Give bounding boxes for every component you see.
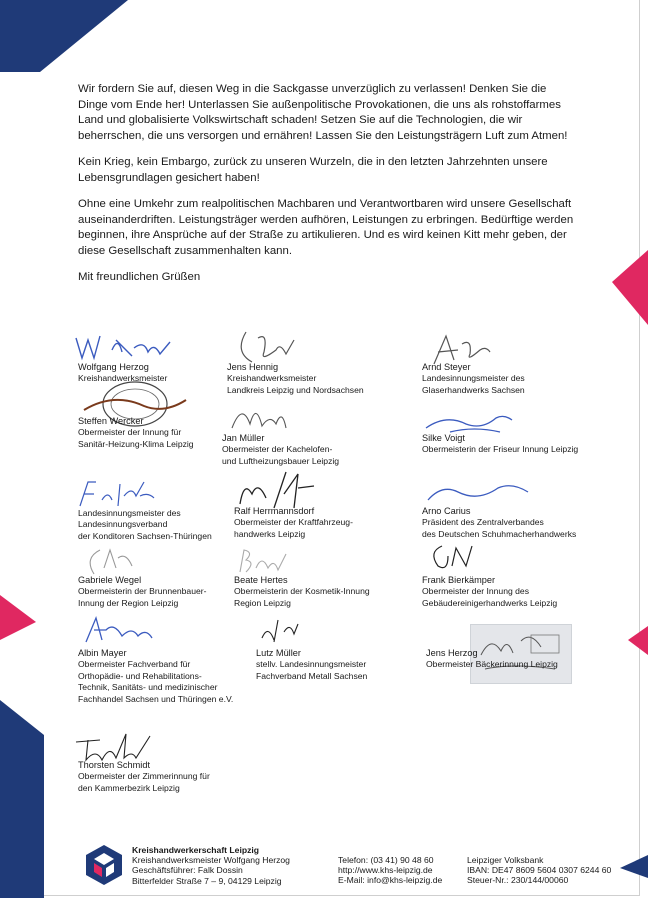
signatory-herzog bbox=[78, 362, 167, 385]
signatory-title: Region Leipzig bbox=[234, 597, 291, 608]
contact-phone: Telefon: (03 41) 90 48 60 bbox=[338, 855, 434, 865]
signatory-name: Jan Müller bbox=[222, 433, 265, 443]
signatory-name: Arno Carius bbox=[422, 506, 471, 516]
signatory-title: Sanitär-Heizung-Klima Leipzig bbox=[78, 438, 194, 449]
signatory-title: handwerks Leipzig bbox=[234, 528, 306, 539]
signatory-name: Wolfgang Herzog bbox=[78, 362, 149, 372]
signatory-bierkaemper bbox=[422, 575, 557, 609]
signature-scribble-herzog bbox=[72, 330, 182, 366]
signatory-hennig bbox=[227, 362, 364, 396]
org-line: Kreishandwerksmeister Wolfgang Herzog bbox=[132, 855, 290, 866]
signatory-title: den Kammerbezirk Leipzig bbox=[78, 782, 180, 793]
signatory-title: Obermeister der Zimmerinnung für bbox=[78, 771, 210, 782]
signatory-name: Thorsten Schmidt bbox=[78, 760, 150, 770]
contact-website-link[interactable]: http://www.khs-leipzig.de bbox=[338, 865, 433, 876]
footer-org bbox=[132, 845, 290, 886]
signatory-name: Silke Voigt bbox=[422, 433, 465, 443]
signature-scribble-wegel bbox=[82, 544, 142, 578]
signatory-title: Obermeister der Kachelofen- bbox=[222, 444, 333, 455]
pink-triangle-right-upper bbox=[612, 250, 648, 325]
signatory-title: Obermeister Bäckerinnung Leipzig bbox=[426, 659, 558, 670]
signature-scribble-schmidt bbox=[70, 730, 160, 764]
signatory-konditoren bbox=[78, 508, 212, 542]
signatory-title: Landesinnungsmeister des bbox=[78, 508, 181, 518]
signatory-name: Albin Mayer bbox=[78, 648, 127, 658]
signatory-hertes bbox=[234, 575, 370, 609]
org-line: Bitterfelder Straße 7 – 9, 04129 Leipzig bbox=[132, 875, 282, 886]
signatory-title: Kreishandwerksmeister bbox=[227, 373, 317, 384]
signatory-title: Obermeister der Kraftfahrzeug- bbox=[234, 517, 353, 528]
signatory-title: Obermeister Fachverband für bbox=[78, 659, 191, 670]
signatory-carius bbox=[422, 506, 576, 540]
signatory-title: Landesinnungsmeister des bbox=[422, 373, 525, 384]
signatory-title: Obermeister der Innung für bbox=[78, 427, 182, 438]
signatory-name: Jens Herzog bbox=[426, 648, 478, 658]
pink-triangle-right-lower bbox=[628, 626, 648, 655]
closing: Mit freundlichen Grüßen bbox=[78, 271, 201, 283]
signatory-title: Glaserhandwerks Sachsen bbox=[422, 384, 525, 395]
tax-number: Steuer-Nr.: 230/144/00060 bbox=[467, 875, 569, 886]
signature-scribble-konditoren bbox=[74, 476, 164, 510]
contact-email-link[interactable]: E-Mail: info@khs-leipzig.de bbox=[338, 875, 443, 886]
bank-name: Leipziger Volksbank bbox=[467, 855, 544, 865]
signatory-steyer bbox=[422, 362, 525, 396]
signatory-name: Ralf Herrmannsdorf bbox=[234, 506, 315, 516]
org-title: Kreishandwerkerschaft Leipzig bbox=[132, 845, 260, 855]
signatory-title: Landkreis Leipzig und Nordsachsen bbox=[227, 384, 364, 395]
signatory-schmidt bbox=[78, 760, 210, 794]
signatory-title: Obermeisterin der Kosmetik-Innung bbox=[234, 586, 370, 597]
signatory-name: Arnd Steyer bbox=[422, 362, 471, 372]
signature-scribble-carius bbox=[424, 482, 534, 506]
signatory-title: Fachhandel Sachsen und Thüringen e.V. bbox=[78, 693, 234, 704]
signatory-wegel bbox=[78, 575, 207, 609]
signatory-name: Lutz Müller bbox=[256, 648, 301, 658]
signatory-jan-mueller bbox=[222, 433, 339, 467]
signature-scribble-hertes bbox=[234, 546, 294, 576]
signatory-name: Frank Bierkämper bbox=[422, 575, 496, 585]
paragraph: Kein Krieg, kein Embargo, zurück zu unseren Wurzeln, die in den letzten Jahrzehnten unsere Lebensgrundlagen gesichert haben! bbox=[78, 156, 548, 184]
signatory-title: Präsident des Zentralverbandes bbox=[422, 517, 544, 528]
signatory-lutz-mueller bbox=[256, 648, 367, 682]
signatory-title: Landesinnungsverband bbox=[78, 519, 168, 530]
signatory-title: Innung der Region Leipzig bbox=[78, 597, 179, 608]
letter-body bbox=[78, 82, 578, 297]
signatory-title: Obermeisterin der Brunnenbauer- bbox=[78, 586, 207, 597]
signatory-wercker bbox=[78, 416, 194, 450]
signatory-title: Kreishandwerksmeister bbox=[78, 373, 168, 384]
signatory-title: Fachverband Metall Sachsen bbox=[256, 670, 368, 681]
signature-scribble-lutz-mueller bbox=[254, 614, 304, 646]
khs-logo-icon bbox=[82, 843, 126, 887]
signature-scribble-mayer bbox=[80, 612, 160, 648]
footer-contact bbox=[338, 855, 442, 886]
signatory-title: Gebäudereinigerhandwerks Leipzig bbox=[422, 597, 558, 608]
signatory-name: Gabriele Wegel bbox=[78, 575, 142, 585]
signatory-herrmannsdorf bbox=[234, 506, 353, 540]
paragraph: Ohne eine Umkehr zum realpolitischen Machbaren und Verantwortbaren wird unsere Gesellschaft auseinanderdriften. Leistungsträger werden aufhören, Leistungen zu erbringen. Bedürftige werden beginnen, ihre Ansprüche auf der Straße zu artikulieren. Und es wird keinen Kitt mehr geben, der diese Gesellschaft zusammenhalten kann. bbox=[78, 198, 574, 257]
pink-triangle-left bbox=[0, 595, 36, 640]
signature-scribble-mueller bbox=[226, 400, 296, 434]
signatory-title: Orthopädie- und Rehabilitations- bbox=[78, 670, 202, 681]
navy-triangle-bottom-right bbox=[620, 855, 648, 878]
navy-triangle-left-lower bbox=[0, 700, 44, 898]
signatory-title: Obermeisterin der Friseur Innung Leipzig bbox=[422, 444, 579, 455]
signatory-title: Technik, Sanitäts- und medizinischer bbox=[78, 682, 218, 693]
paragraph: Wir fordern Sie auf, diesen Weg in die Sackgasse unverzüglich zu verlassen! Denken Sie die Dinge vom Ende her! Unterlassen Sie außenpolitische Provokationen, die uns als rohstoffarmes Land und globalisierte Volkswirtschaft schaden! Setzen Sie auf die Technologien, die wir beherrschen, die uns versorgen und ernähren! Lassen Sie den Leistungsträgern Luft zum Atmen! bbox=[78, 83, 568, 142]
signatory-title: Obermeister der Innung des bbox=[422, 586, 530, 597]
signatory-title: der Konditoren Sachsen-Thüringen bbox=[78, 530, 212, 541]
signatory-voigt bbox=[422, 433, 578, 456]
footer-bank bbox=[467, 855, 611, 886]
navy-triangle-top-left bbox=[0, 0, 128, 72]
signatory-name: Steffen Wercker bbox=[78, 416, 144, 426]
signatory-title: stellv. Landesinnungsmeister bbox=[256, 659, 367, 670]
bank-iban: IBAN: DE47 8609 5604 0307 6244 60 bbox=[467, 865, 612, 876]
signatory-title: des Deutschen Schuhmacherhandwerks bbox=[422, 528, 577, 539]
signature-scribble-bierkaemper bbox=[426, 540, 486, 574]
org-line: Geschäftsführer: Falk Dossin bbox=[132, 865, 243, 876]
signatory-name: Jens Hennig bbox=[227, 362, 279, 372]
signatory-name: Beate Hertes bbox=[234, 575, 288, 585]
signatory-jens-herzog bbox=[426, 648, 558, 671]
signatory-mayer bbox=[78, 648, 233, 705]
signatory-title: und Luftheizungsbauer Leipzig bbox=[222, 455, 340, 466]
